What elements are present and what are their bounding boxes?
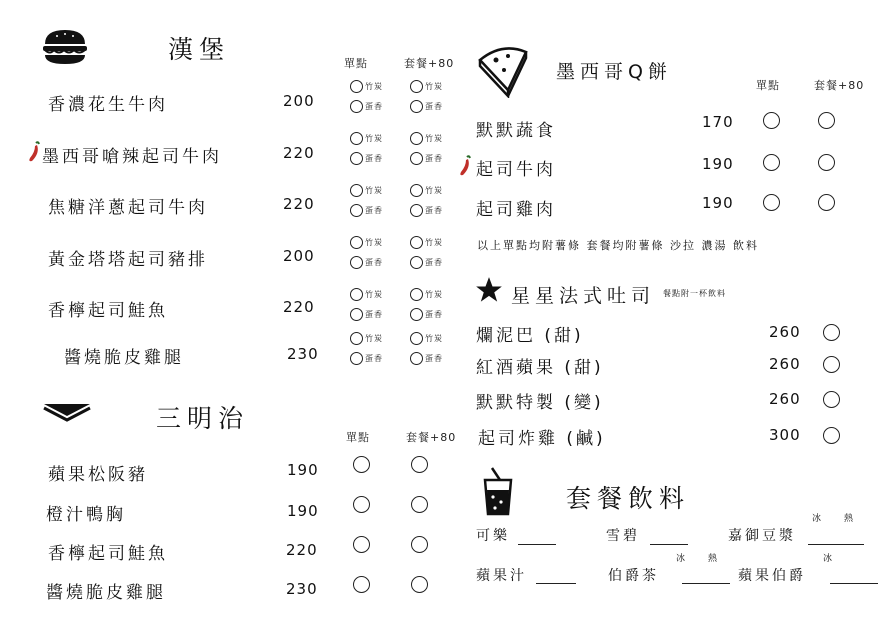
- sandwich-item-name: 蘋果松阪豬: [48, 465, 148, 485]
- sandwich-set-checkbox[interactable]: [411, 496, 428, 513]
- burger-item-name: 黃金塔塔起司豬排: [48, 250, 208, 270]
- egg-bun-option[interactable]: [410, 308, 443, 321]
- egg-bun-option[interactable]: [410, 100, 443, 113]
- sandwich-col-set: 套餐+80: [406, 431, 457, 444]
- option-radio[interactable]: [350, 308, 363, 321]
- burger-item-name: 焦糖洋蔥起司牛肉: [48, 198, 208, 218]
- quesadilla-set-checkbox[interactable]: [818, 154, 835, 171]
- option-label: 蛋香: [365, 102, 383, 111]
- toast-checkbox[interactable]: [823, 356, 840, 373]
- toast-item-price: 300: [769, 426, 801, 444]
- option-radio[interactable]: [350, 332, 363, 345]
- quesadilla-section-title: 墨西哥Q餅: [556, 61, 672, 83]
- drink-cup-icon: [480, 466, 516, 520]
- option-label: 竹炭: [365, 238, 383, 247]
- option-label: 蛋香: [425, 154, 443, 163]
- drink-label: 可樂: [476, 528, 510, 544]
- quesadilla-note: 以上單點均附薯條 套餐均附薯條 沙拉 濃湯 飲料: [477, 239, 759, 252]
- option-radio[interactable]: [410, 352, 423, 365]
- option-label: 竹炭: [365, 334, 383, 343]
- sandwich-set-checkbox[interactable]: [411, 576, 428, 593]
- toast-section-title: 星星法式吐司: [511, 285, 656, 307]
- burger-item-name: 醬燒脆皮雞腿: [64, 348, 184, 368]
- option-radio[interactable]: [350, 184, 363, 197]
- sandwich-item-price: 190: [287, 461, 319, 479]
- quesadilla-set-checkbox[interactable]: [818, 112, 835, 129]
- toast-item-name: 爛泥巴 (甜): [476, 326, 584, 346]
- drink-label: 伯爵茶: [608, 568, 659, 584]
- sandwich-item-price: 230: [286, 580, 318, 598]
- drink-blank[interactable]: [518, 544, 556, 545]
- burger-item-name: 香濃花生牛肉: [48, 95, 168, 115]
- toast-subnote: 餐點附一杯飲料: [663, 289, 726, 298]
- charcoal-bun-option[interactable]: [410, 236, 443, 249]
- option-radio[interactable]: [350, 100, 363, 113]
- egg-bun-option[interactable]: [350, 100, 383, 113]
- option-radio[interactable]: [410, 80, 423, 93]
- toast-item-price: 260: [769, 355, 801, 373]
- option-label: 竹炭: [365, 82, 383, 91]
- option-label: 竹炭: [425, 82, 443, 91]
- option-label: 蛋香: [425, 258, 443, 267]
- drink-blank[interactable]: [830, 583, 878, 584]
- option-radio[interactable]: [410, 256, 423, 269]
- option-radio[interactable]: [350, 256, 363, 269]
- option-label: 蛋香: [425, 354, 443, 363]
- egg-bun-option[interactable]: [410, 352, 443, 365]
- sandwich-set-checkbox[interactable]: [411, 536, 428, 553]
- toast-checkbox[interactable]: [823, 391, 840, 408]
- option-radio[interactable]: [350, 80, 363, 93]
- charcoal-bun-option[interactable]: [410, 288, 443, 301]
- drink-temp-hot: 熱: [844, 514, 858, 524]
- drink-label: 嘉御豆漿: [728, 528, 796, 544]
- option-radio[interactable]: [410, 132, 423, 145]
- toast-checkbox[interactable]: [823, 427, 840, 444]
- quesadilla-single-checkbox[interactable]: [763, 112, 780, 129]
- quesadilla-item-name: 默默蔬食: [476, 121, 556, 141]
- option-radio[interactable]: [410, 308, 423, 321]
- charcoal-bun-option[interactable]: [410, 184, 443, 197]
- quesadilla-single-checkbox[interactable]: [763, 194, 780, 211]
- toast-item-price: 260: [769, 390, 801, 408]
- quesadilla-set-checkbox[interactable]: [818, 194, 835, 211]
- option-radio[interactable]: [350, 288, 363, 301]
- charcoal-bun-option[interactable]: [410, 332, 443, 345]
- charcoal-bun-option[interactable]: [350, 236, 383, 249]
- drink-blank[interactable]: [650, 544, 688, 545]
- egg-bun-option[interactable]: [410, 204, 443, 217]
- option-label: 蛋香: [425, 310, 443, 319]
- option-radio[interactable]: [410, 100, 423, 113]
- drink-temp-ice: 冰: [676, 554, 690, 564]
- option-radio[interactable]: [350, 132, 363, 145]
- sandwich-set-checkbox[interactable]: [411, 456, 428, 473]
- egg-bun-option[interactable]: [410, 256, 443, 269]
- burger-item-price: 230: [287, 345, 319, 363]
- burger-icon: [42, 28, 88, 70]
- option-radio[interactable]: [350, 352, 363, 365]
- sandwich-single-checkbox[interactable]: [353, 576, 370, 593]
- sandwich-single-checkbox[interactable]: [353, 456, 370, 473]
- sandwich-single-checkbox[interactable]: [353, 496, 370, 513]
- burger-col-single: 單點: [344, 57, 368, 70]
- egg-bun-option[interactable]: [350, 352, 383, 365]
- drink-label: 蘋果伯爵: [738, 568, 806, 584]
- sandwich-item-price: 220: [286, 541, 318, 559]
- option-radio[interactable]: [410, 204, 423, 217]
- quesadilla-item-price: 190: [702, 194, 734, 212]
- charcoal-bun-option[interactable]: [410, 132, 443, 145]
- drinks-section-title: 套餐飲料: [566, 484, 691, 513]
- drink-temp-hot: 熱: [708, 554, 722, 564]
- burger-item-price: 200: [283, 247, 315, 265]
- quesadilla-item-price: 170: [702, 113, 734, 131]
- star-icon: [475, 276, 503, 308]
- chili-icon: [457, 155, 473, 181]
- quesadilla-col-set: 套餐+80: [814, 79, 865, 92]
- drink-blank[interactable]: [536, 583, 576, 584]
- burger-item-price: 220: [283, 195, 315, 213]
- burger-item-name: 墨西哥嗆辣起司牛肉: [42, 147, 222, 167]
- egg-bun-option[interactable]: [350, 204, 383, 217]
- toast-checkbox[interactable]: [823, 324, 840, 341]
- option-label: 蛋香: [425, 102, 443, 111]
- burger-col-set: 套餐+80: [404, 57, 455, 70]
- burger-item-name: 香檸起司鮭魚: [48, 301, 168, 321]
- option-radio[interactable]: [350, 236, 363, 249]
- sandwich-item-name: 醬燒脆皮雞腿: [46, 583, 166, 603]
- quesadilla-col-single: 單點: [756, 79, 780, 92]
- toast-item-name: 起司炸雞 (鹹): [478, 429, 606, 449]
- option-label: 竹炭: [365, 186, 383, 195]
- quesadilla-item-price: 190: [702, 155, 734, 173]
- option-radio[interactable]: [410, 236, 423, 249]
- quesadilla-item-name: 起司牛肉: [476, 160, 556, 180]
- egg-bun-option[interactable]: [350, 152, 383, 165]
- sandwich-col-single: 單點: [346, 431, 370, 444]
- burger-item-price: 220: [283, 298, 315, 316]
- option-radio[interactable]: [410, 332, 423, 345]
- option-label: 竹炭: [365, 134, 383, 143]
- toast-item-name: 紅酒蘋果 (甜): [476, 358, 604, 378]
- burger-item-price: 200: [283, 92, 315, 110]
- drink-blank[interactable]: [682, 583, 730, 584]
- sandwich-icon: [42, 398, 92, 426]
- drink-label: 雪碧: [606, 528, 640, 544]
- option-label: 蛋香: [365, 154, 383, 163]
- charcoal-bun-option[interactable]: [350, 184, 383, 197]
- sandwich-single-checkbox[interactable]: [353, 536, 370, 553]
- quesadilla-icon: [474, 40, 532, 102]
- chili-icon: [26, 141, 42, 167]
- option-label: 竹炭: [425, 334, 443, 343]
- sandwich-item-name: 香檸起司鮭魚: [48, 544, 168, 564]
- charcoal-bun-option[interactable]: [350, 132, 383, 145]
- option-label: 蛋香: [365, 206, 383, 215]
- drink-temp-ice: 冰: [812, 514, 826, 524]
- option-label: 竹炭: [425, 134, 443, 143]
- option-label: 蛋香: [425, 206, 443, 215]
- drink-label: 蘋果汁: [476, 568, 527, 584]
- burger-item-price: 220: [283, 144, 315, 162]
- quesadilla-single-checkbox[interactable]: [763, 154, 780, 171]
- drink-blank[interactable]: [808, 544, 864, 545]
- option-label: 蛋香: [365, 258, 383, 267]
- toast-item-name: 默默特製 (變): [476, 393, 604, 413]
- sandwich-item-name: 橙汁鴨胸: [46, 505, 126, 525]
- charcoal-bun-option[interactable]: [350, 80, 383, 93]
- option-radio[interactable]: [410, 288, 423, 301]
- egg-bun-option[interactable]: [350, 256, 383, 269]
- egg-bun-option[interactable]: [350, 308, 383, 321]
- option-label: 竹炭: [425, 238, 443, 247]
- option-label: 竹炭: [425, 290, 443, 299]
- option-radio[interactable]: [350, 152, 363, 165]
- egg-bun-option[interactable]: [410, 152, 443, 165]
- burger-section-title: 漢堡: [168, 35, 231, 64]
- option-label: 蛋香: [365, 354, 383, 363]
- quesadilla-item-name: 起司雞肉: [476, 200, 556, 220]
- option-radio[interactable]: [410, 152, 423, 165]
- option-radio[interactable]: [410, 184, 423, 197]
- option-radio[interactable]: [350, 204, 363, 217]
- drink-temp-ice: 冰: [823, 554, 837, 564]
- charcoal-bun-option[interactable]: [410, 80, 443, 93]
- charcoal-bun-option[interactable]: [350, 332, 383, 345]
- sandwich-item-price: 190: [287, 502, 319, 520]
- sandwich-section-title: 三明治: [156, 404, 250, 433]
- option-label: 竹炭: [425, 186, 443, 195]
- option-label: 蛋香: [365, 310, 383, 319]
- toast-item-price: 260: [769, 323, 801, 341]
- charcoal-bun-option[interactable]: [350, 288, 383, 301]
- option-label: 竹炭: [365, 290, 383, 299]
